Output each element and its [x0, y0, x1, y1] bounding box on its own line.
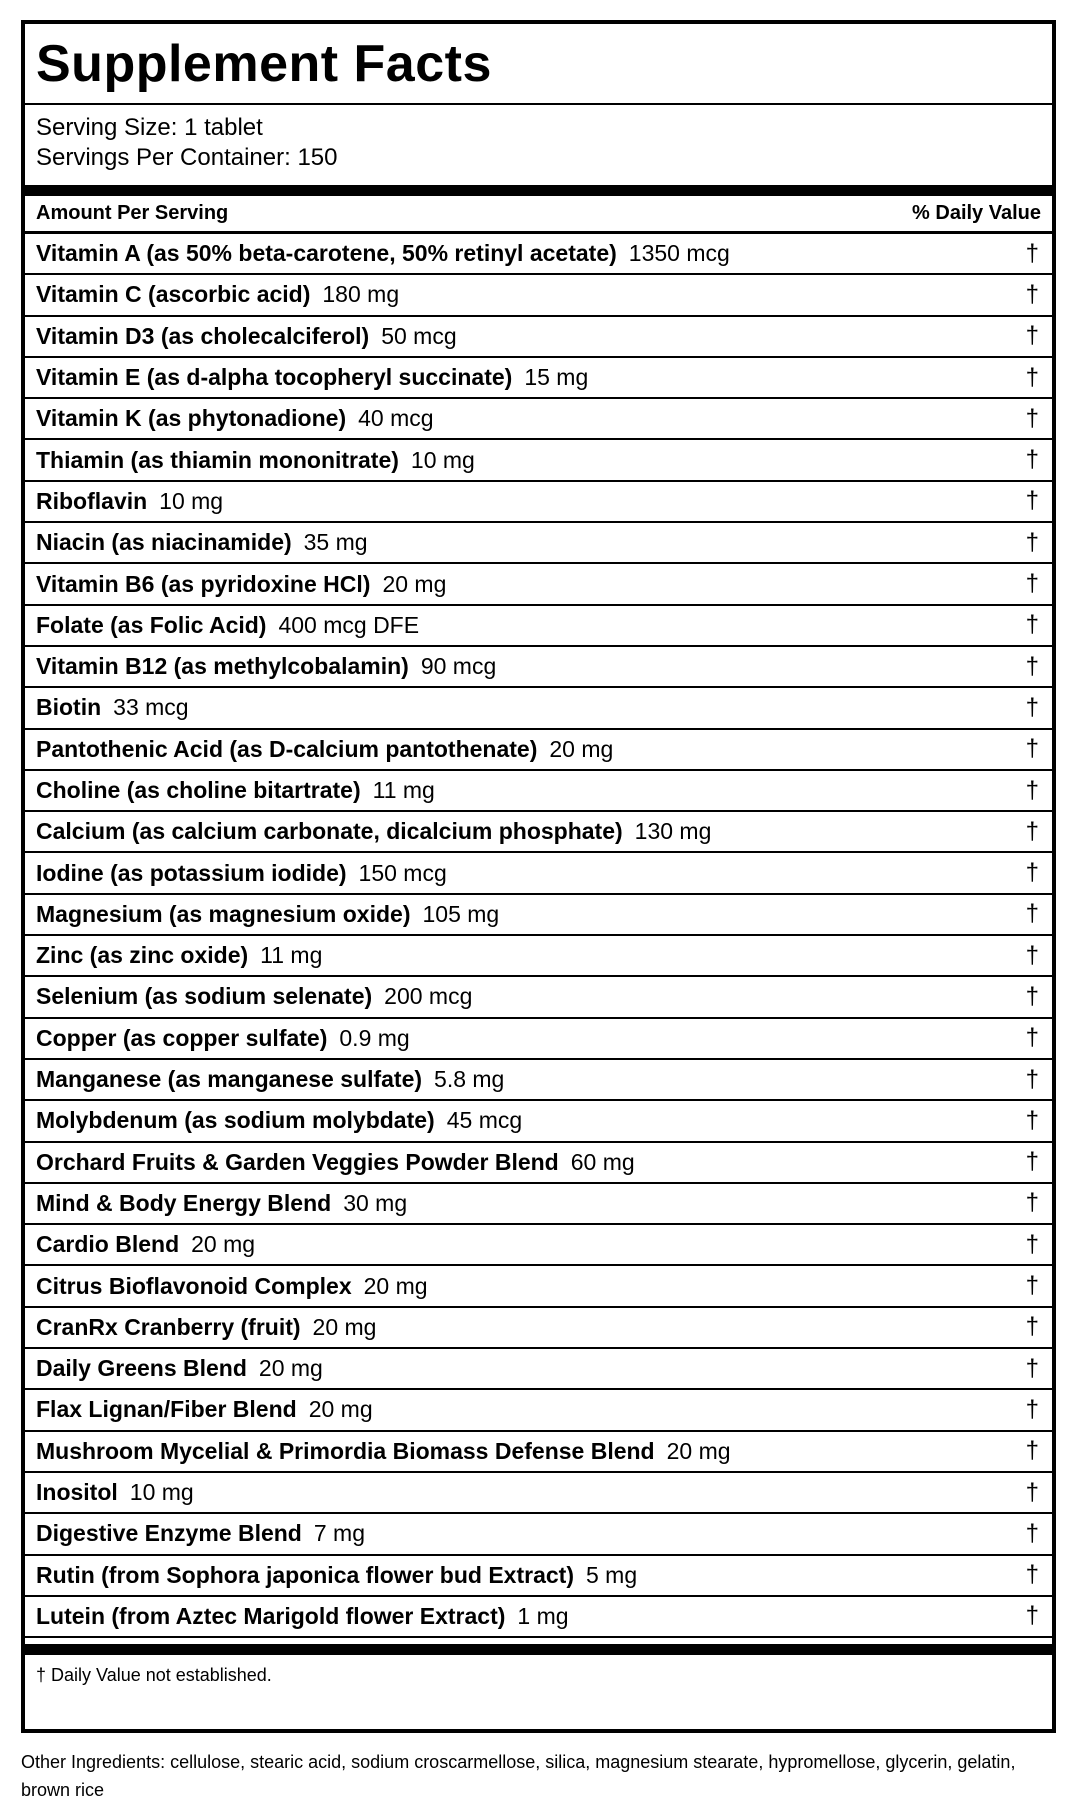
nutrient-row — [25, 1473, 1052, 1514]
nutrient-name-amount — [36, 405, 434, 432]
nutrient-amount: 150 mcg — [358, 859, 447, 886]
nutrient-name: CranRx Cranberry (fruit) — [36, 1313, 301, 1340]
nutrient-name: Calcium (as calcium carbonate, dicalcium phosphate) — [36, 818, 623, 845]
nutrient-row — [25, 977, 1052, 1018]
nutrient-name: Thiamin (as thiamin mononitrate) — [36, 446, 399, 473]
nutrient-amount: 5.8 mg — [434, 1066, 505, 1093]
nutrient-name-amount — [36, 1355, 323, 1382]
nutrient-name: Vitamin D3 (as cholecalciferol) — [36, 322, 370, 349]
daily-value: † — [1025, 1395, 1039, 1423]
nutrient-name: Zinc (as zinc oxide) — [36, 942, 249, 969]
nutrient-name: Daily Greens Blend — [36, 1355, 247, 1382]
nutrient-amount: 20 mg — [363, 1272, 428, 1299]
nutrient-row — [25, 317, 1052, 358]
daily-value: † — [1025, 1024, 1039, 1052]
daily-value: † — [1025, 1602, 1039, 1630]
nutrient-amount: 11 mg — [260, 942, 323, 969]
nutrient-row — [25, 936, 1052, 977]
nutrient-amount: 10 mg — [410, 446, 475, 473]
nutrient-amount: 20 mg — [258, 1355, 323, 1382]
nutrient-name-amount — [36, 488, 223, 515]
nutrient-name-amount — [36, 1025, 410, 1052]
daily-value: † — [1025, 817, 1039, 845]
nutrient-row — [25, 358, 1052, 399]
daily-value: † — [1025, 280, 1039, 308]
servings-per-container: Servings Per Container: 150 — [36, 144, 338, 171]
nutrient-name-amount — [36, 736, 613, 763]
nutrient-name-amount — [36, 942, 322, 969]
nutrient-row — [25, 606, 1052, 647]
daily-value: † — [1025, 1148, 1039, 1176]
daily-value: † — [1025, 859, 1039, 887]
nutrient-amount: 200 mcg — [384, 983, 473, 1010]
nutrient-name-amount — [36, 447, 475, 474]
nutrient-amount: 30 mg — [343, 1189, 408, 1216]
daily-value: † — [1025, 735, 1039, 763]
nutrient-amount: 11 mg — [372, 777, 435, 803]
nutrient-name: Mushroom Mycelial & Primordia Biomass Defense Blend — [36, 1437, 655, 1464]
nutrient-amount: 130 mg — [634, 818, 712, 845]
nutrient-row — [25, 234, 1052, 275]
daily-value: † — [1025, 1354, 1039, 1382]
nutrient-row — [25, 1101, 1052, 1142]
daily-value: † — [1025, 776, 1039, 804]
nutrient-row — [25, 853, 1052, 894]
nutrient-amount: 20 mg — [191, 1231, 256, 1258]
nutrient-name: Vitamin A (as 50% beta-carotene, 50% retinyl acetate) — [36, 240, 617, 267]
nutrient-row — [25, 647, 1052, 688]
nutrient-name-amount — [36, 1562, 637, 1589]
nutrient-name: Vitamin K (as phytonadione) — [36, 405, 347, 432]
nutrient-name: Mind & Body Energy Blend — [36, 1189, 332, 1216]
nutrient-row — [25, 1597, 1052, 1638]
nutrient-name-amount — [36, 1107, 522, 1134]
daily-value: † — [1025, 611, 1039, 639]
nutrient-name-amount — [36, 364, 588, 391]
daily-value-header: % Daily Value — [912, 202, 1041, 224]
nutrient-name-amount — [36, 653, 496, 680]
nutrient-row — [25, 1060, 1052, 1101]
nutrient-row — [25, 1019, 1052, 1060]
nutrient-name: Cardio Blend — [36, 1231, 180, 1258]
nutrient-name-amount — [36, 1190, 407, 1217]
nutrient-amount: 400 mcg DFE — [278, 611, 420, 638]
nutrient-amount: 7 mg — [313, 1520, 365, 1547]
nutrient-name-amount — [36, 1520, 365, 1547]
daily-value: † — [1025, 693, 1039, 721]
daily-value: † — [1025, 1230, 1039, 1258]
daily-value: † — [1025, 446, 1039, 474]
nutrient-amount: 0.9 mg — [339, 1024, 410, 1051]
nutrient-amount: 1 mg — [517, 1602, 569, 1629]
serving-info — [25, 105, 1052, 185]
nutrient-row — [25, 440, 1052, 481]
nutrient-name: Lutein (from Aztec Marigold flower Extract) — [36, 1602, 506, 1629]
nutrient-name-amount — [36, 1314, 376, 1341]
nutrient-amount: 20 mg — [382, 570, 447, 597]
nutrient-name-amount — [36, 1273, 428, 1300]
thick-divider-top — [25, 185, 1052, 196]
nutrient-amount: 10 mg — [129, 1479, 194, 1506]
nutrient-name: Inositol — [36, 1479, 118, 1506]
nutrient-name: Pantothenic Acid (as D-calcium pantothenate) — [36, 735, 538, 762]
daily-value: † — [1025, 239, 1039, 267]
daily-value: † — [1025, 570, 1039, 598]
daily-value: † — [1025, 941, 1039, 969]
nutrient-row — [25, 1556, 1052, 1597]
nutrient-amount: 35 mg — [303, 529, 368, 556]
nutrient-name: Choline (as choline bitartrate) — [36, 777, 361, 803]
nutrient-amount: 15 mg — [524, 364, 589, 391]
nutrient-name-amount — [36, 777, 435, 804]
nutrient-name-amount — [36, 571, 446, 598]
nutrient-name: Folate (as Folic Acid) — [36, 611, 267, 638]
nutrient-row — [25, 399, 1052, 440]
nutrient-row — [25, 895, 1052, 936]
nutrient-amount: 45 mcg — [446, 1107, 523, 1134]
nutrient-amount: 20 mg — [312, 1313, 377, 1340]
nutrient-amount: 20 mg — [666, 1437, 731, 1464]
daily-value: † — [1025, 1189, 1039, 1217]
nutrient-name: Molybdenum (as sodium molybdate) — [36, 1107, 435, 1134]
supplement-facts-panel — [21, 20, 1056, 1733]
nutrient-name-amount — [36, 818, 711, 845]
daily-value: † — [1025, 322, 1039, 350]
nutrient-name: Selenium (as sodium selenate) — [36, 983, 373, 1010]
daily-value: † — [1025, 528, 1039, 556]
daily-value: † — [1025, 1313, 1039, 1341]
nutrient-name-amount — [36, 901, 499, 928]
column-header — [25, 196, 1052, 234]
nutrient-name: Manganese (as manganese sulfate) — [36, 1066, 423, 1093]
daily-value: † — [1025, 487, 1039, 515]
nutrient-row — [25, 1225, 1052, 1266]
thick-divider-bottom — [25, 1644, 1052, 1655]
nutrient-row — [25, 275, 1052, 316]
daily-value: † — [1025, 1065, 1039, 1093]
nutrient-row — [25, 1184, 1052, 1225]
other-ingredients: Other Ingredients: cellulose, stearic acid, sodium croscarmellose, silica, magnesium stearate, hypromellose, glycerin, gelatin, brown rice — [21, 1752, 1016, 1800]
daily-value: † — [1025, 982, 1039, 1010]
daily-value: † — [1025, 652, 1039, 680]
nutrient-name: Riboflavin — [36, 487, 148, 514]
nutrient-name-amount — [36, 1479, 194, 1506]
nutrient-row — [25, 523, 1052, 564]
nutrient-name: Digestive Enzyme Blend — [36, 1520, 302, 1547]
daily-value: † — [1025, 1519, 1039, 1547]
nutrient-amount: 180 mg — [322, 281, 400, 308]
nutrient-amount: 1350 mcg — [628, 240, 730, 267]
serving-size: Serving Size: 1 tablet — [36, 114, 263, 141]
nutrient-name-amount — [36, 694, 189, 721]
nutrient-name: Orchard Fruits & Garden Veggies Powder Blend — [36, 1148, 559, 1175]
nutrient-row — [25, 771, 1052, 812]
nutrient-name-amount — [36, 240, 730, 267]
nutrient-amount: 33 mcg — [113, 694, 189, 721]
nutrient-name-amount — [36, 1603, 569, 1630]
nutrient-name-amount — [36, 983, 472, 1010]
nutrient-name-amount — [36, 529, 368, 556]
nutrient-name: Citrus Bioflavonoid Complex — [36, 1272, 352, 1299]
amount-per-serving-header: Amount Per Serving — [36, 202, 229, 224]
nutrient-row — [25, 564, 1052, 605]
daily-value: † — [1025, 1561, 1039, 1589]
nutrient-name-amount — [36, 1231, 255, 1258]
nutrient-row — [25, 482, 1052, 523]
nutrient-amount: 5 mg — [585, 1561, 638, 1588]
nutrient-row — [25, 1514, 1052, 1555]
nutrient-amount: 60 mg — [570, 1148, 635, 1175]
daily-value: † — [1025, 1478, 1039, 1506]
panel-title: Supplement Facts — [25, 24, 1052, 105]
nutrient-name: Vitamin B6 (as pyridoxine HCl) — [36, 570, 371, 597]
nutrient-list — [25, 234, 1052, 1638]
nutrient-name-amount — [36, 323, 457, 350]
nutrient-amount: 40 mcg — [358, 405, 434, 432]
daily-value: † — [1025, 1437, 1039, 1465]
daily-value: † — [1025, 363, 1039, 391]
nutrient-row — [25, 730, 1052, 771]
nutrient-row — [25, 1266, 1052, 1307]
nutrient-name: Biotin — [36, 694, 102, 721]
nutrient-name-amount — [36, 1066, 504, 1093]
nutrient-name: Flax Lignan/Fiber Blend — [36, 1396, 297, 1423]
nutrient-amount: 20 mg — [549, 735, 614, 762]
nutrient-name-amount — [36, 1396, 373, 1423]
daily-value: † — [1025, 404, 1039, 432]
nutrient-name: Iodine (as potassium iodide) — [36, 859, 347, 886]
nutrient-row — [25, 1390, 1052, 1431]
daily-value: † — [1025, 1272, 1039, 1300]
nutrient-amount: 105 mg — [422, 900, 500, 927]
daily-value: † — [1025, 1106, 1039, 1134]
nutrient-name: Vitamin E (as d-alpha tocopheryl succinate) — [36, 364, 513, 391]
nutrient-row — [25, 1143, 1052, 1184]
nutrient-row — [25, 812, 1052, 853]
nutrient-name-amount — [36, 860, 447, 887]
nutrient-name-amount — [36, 1438, 731, 1465]
daily-value: † — [1025, 900, 1039, 928]
nutrient-amount: 10 mg — [159, 487, 224, 514]
nutrient-amount: 50 mcg — [381, 322, 457, 349]
nutrient-name-amount — [36, 281, 399, 308]
nutrient-name: Niacin (as niacinamide) — [36, 529, 292, 556]
nutrient-name: Vitamin B12 (as methylcobalamin) — [36, 653, 409, 680]
nutrient-amount: 90 mcg — [420, 653, 497, 680]
nutrient-name: Rutin (from Sophora japonica flower bud Extract) — [36, 1561, 574, 1588]
nutrient-row — [25, 1432, 1052, 1473]
nutrient-name: Copper (as copper sulfate) — [36, 1024, 328, 1051]
nutrient-row — [25, 1349, 1052, 1390]
nutrient-row — [25, 1308, 1052, 1349]
nutrient-name-amount — [36, 1149, 635, 1176]
nutrient-amount: 20 mg — [308, 1396, 373, 1423]
nutrient-name: Vitamin C (ascorbic acid) — [36, 281, 311, 308]
nutrient-name-amount — [36, 612, 419, 639]
nutrient-row — [25, 688, 1052, 729]
nutrient-name: Magnesium (as magnesium oxide) — [36, 900, 411, 927]
footnote: † Daily Value not established. — [36, 1665, 272, 1686]
